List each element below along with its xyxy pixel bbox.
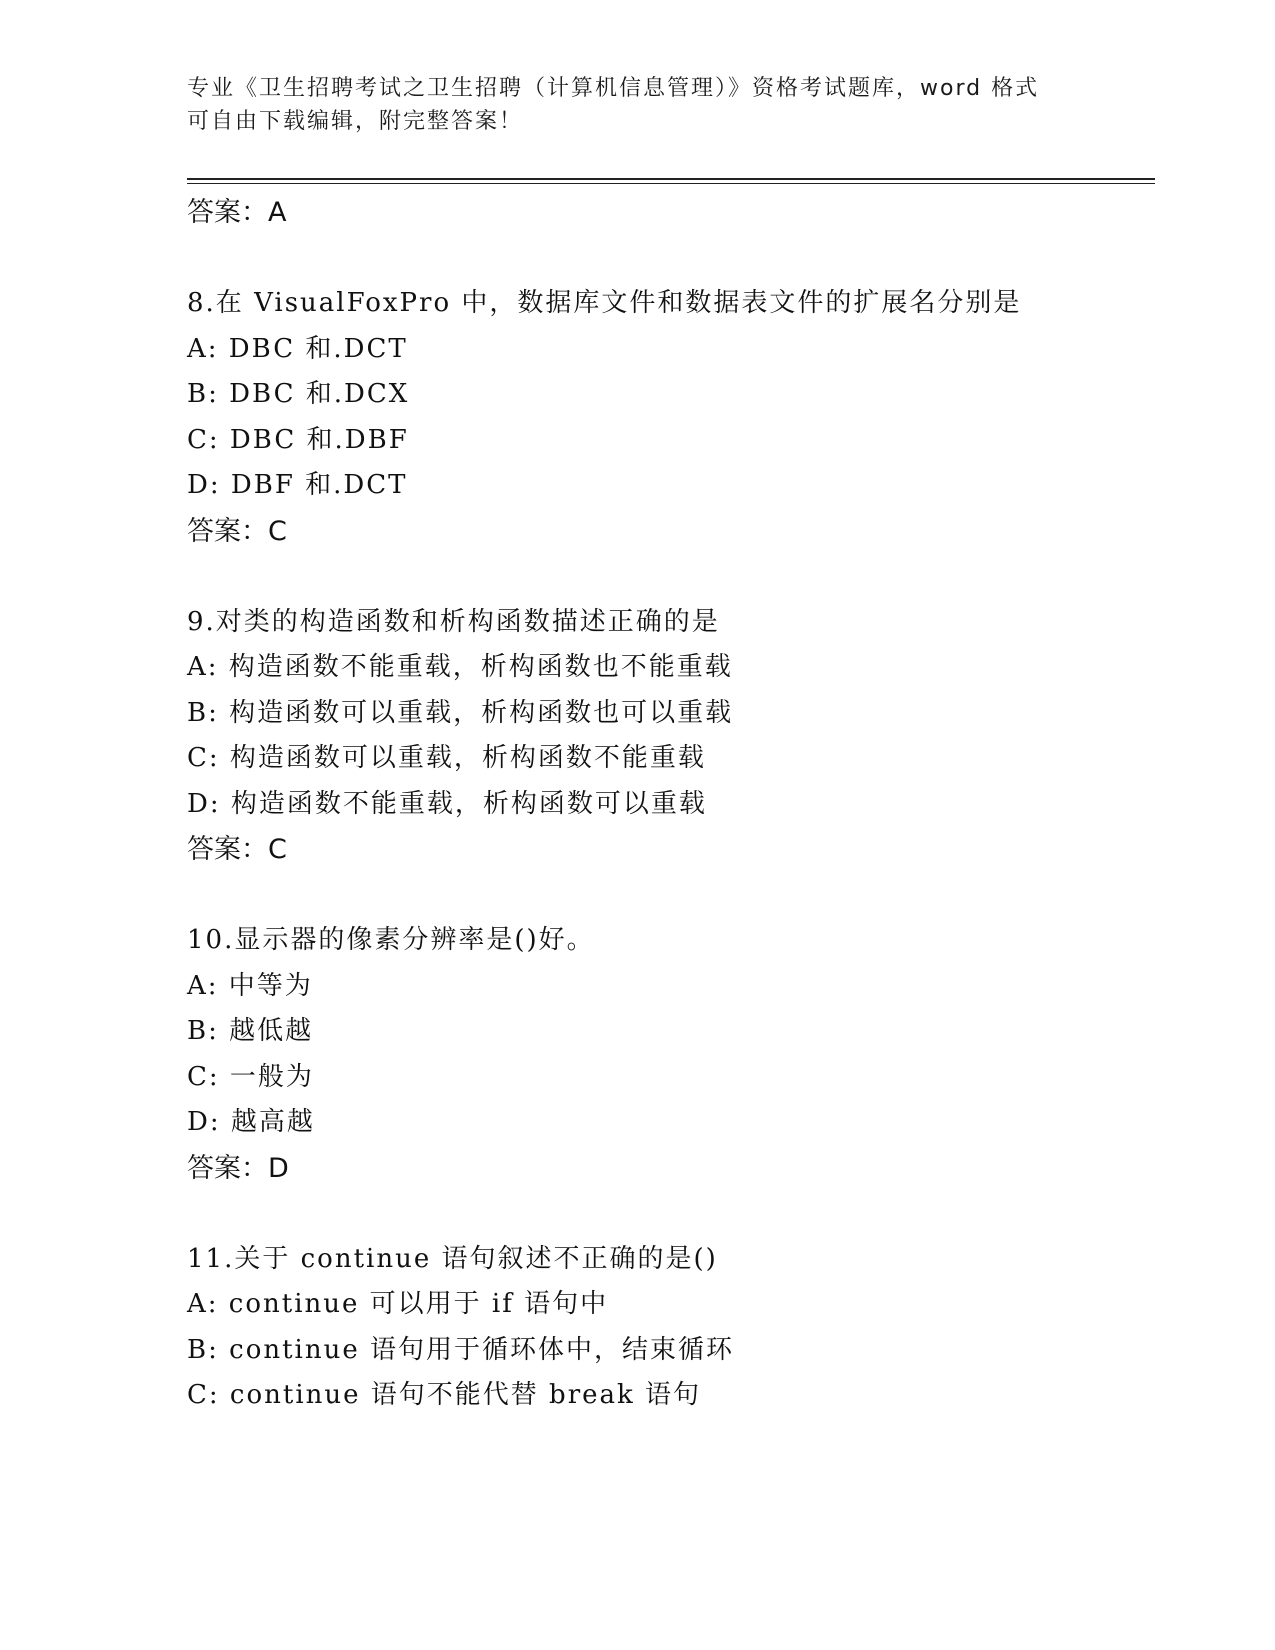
option-d: D: 构造函数不能重载，析构函数可以重载 [187, 788, 707, 819]
option-d: D: 越高越 [187, 1107, 315, 1137]
question-item [187, 281, 1147, 554]
question-stem: 8.在 VisualFoxPro 中，数据库文件和数据表文件的扩展名分别是 [187, 288, 1022, 318]
header-rule-thin [187, 183, 1155, 184]
document-header [187, 72, 1087, 138]
answer-label: 答案：C [187, 515, 287, 547]
question-stem: 9.对类的构造函数和析构函数描述正确的是 [187, 606, 720, 637]
question-list [187, 190, 1147, 1419]
option-a: A: continue 可以用于 if 语句中 [187, 1289, 609, 1319]
question-item [187, 1237, 1147, 1419]
question-item [187, 918, 1147, 1191]
option-b: B: DBC 和.DCX [187, 379, 410, 409]
answer-label: 答案：D [187, 1152, 289, 1184]
header-line-2: 可自由下载编辑，附完整答案！ [187, 109, 524, 134]
option-d: D: DBF 和.DCT [187, 470, 408, 500]
option-b: B: continue 语句用于循环体中，结束循环 [187, 1334, 734, 1365]
option-a: A: 构造函数不能重载，析构函数也不能重载 [187, 652, 733, 682]
option-b: B: 越低越 [187, 1016, 314, 1046]
answer-label: 答案：C [187, 834, 287, 865]
option-a: A: DBC 和.DCT [187, 333, 408, 364]
option-c: C: 构造函数可以重载，析构函数不能重载 [187, 743, 706, 773]
question-stem: 11.关于 continue 语句叙述不正确的是() [187, 1243, 718, 1274]
option-c: C: continue 语句不能代替 break 语句 [187, 1380, 702, 1410]
option-c: C: 一般为 [187, 1061, 314, 1092]
option-a: A: 中等为 [187, 970, 313, 1001]
question-stem: 10.显示器的像素分辨率是()好。 [187, 925, 595, 955]
option-c: C: DBC 和.DBF [187, 424, 409, 455]
option-b: B: 构造函数可以重载，析构函数也可以重载 [187, 697, 734, 728]
header-line-1: 专业《卫生招聘考试之卫生招聘（计算机信息管理）》资格考试题库，word 格式 [187, 76, 1040, 101]
question-item [187, 600, 1147, 873]
header-rule-thick [187, 178, 1155, 180]
answer-label: 答案：A [187, 197, 287, 228]
